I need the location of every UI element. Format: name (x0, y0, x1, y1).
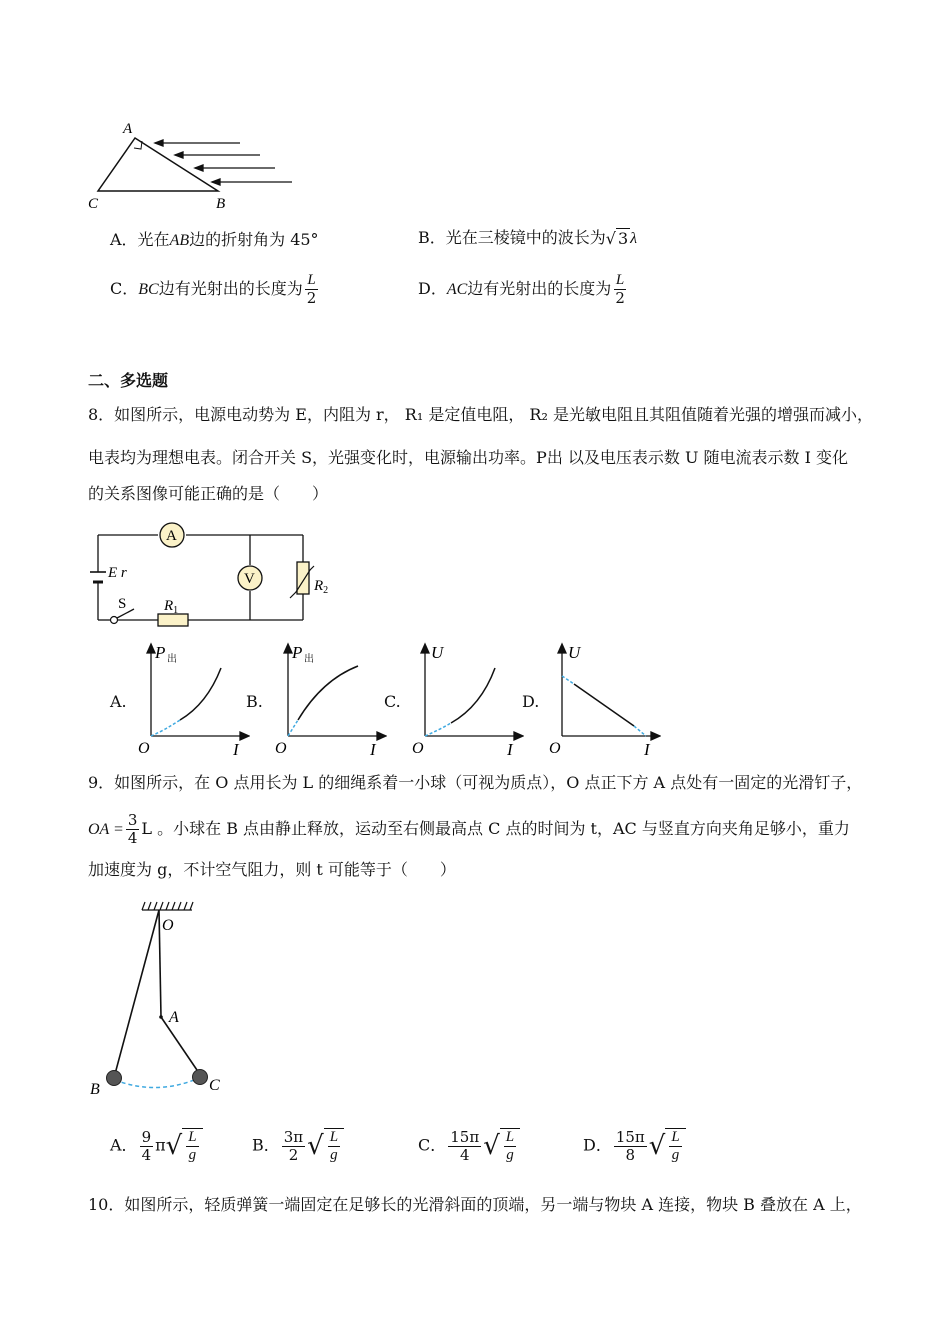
switch-label: S (118, 596, 127, 612)
q8-option-c-label[interactable]: C. (384, 692, 401, 711)
fraction: $\frac{L}{2}$ (615, 272, 625, 307)
q9-option-d[interactable]: D． $\frac{15\pi}{8}$ √ $\frac{L}{g}$ (583, 1128, 686, 1164)
svg-text:I: I (644, 740, 650, 758)
sqrt-symbol: √ 3 (605, 228, 629, 248)
ammeter-label: A (166, 528, 177, 544)
svg-text:I: I (370, 740, 376, 758)
svg-text:O: O (549, 740, 561, 757)
q9-option-b[interactable]: B． $\frac{3\pi}{2}$ √ $\frac{L}{g}$ (252, 1128, 344, 1164)
q7-option-a[interactable]: A．光在AB边的折射角为 45° (110, 230, 319, 249)
q9-stem-line1: 9．如图所示，在 O 点用长为 L 的细绳系着一小球（可视为质点），O 点正下方 A 点处有一固定的光滑钉子， (88, 773, 863, 792)
graph-a-ylabel: P (155, 643, 166, 662)
sqrt-symbol: √ $\frac{L}{g}$ (307, 1128, 344, 1164)
light-rays (155, 140, 292, 185)
q8-stem-line1: 8．如图所示，电源电动势为 E，内阻为 r， R₁ 是定值电阻， R₂ 是光敏电阻且其阻值随着光强的增强而减小， (88, 405, 873, 424)
fraction: $\frac{3}{4}$ (127, 811, 138, 847)
battery-icon (90, 572, 106, 582)
q8-option-b-label[interactable]: B. (246, 692, 263, 711)
sqrt-symbol: √ $\frac{L}{g}$ (483, 1128, 520, 1164)
svg-text:O: O (412, 740, 424, 757)
r2-label: $R_2$ (314, 578, 329, 596)
q10-stem-line1: 10．如图所示，轻质弹簧一端固定在足够长的光滑斜面的顶端，另一端与物块 A 连接，物块 B 叠放在 A 上， (88, 1195, 862, 1214)
graph-a (135, 640, 250, 758)
ceiling-hatch (142, 902, 193, 910)
ball-c (193, 1070, 208, 1085)
svg-text:I: I (233, 740, 239, 758)
label-c: C (209, 1077, 220, 1094)
graph-c (409, 640, 524, 758)
graph-b (272, 640, 387, 758)
q8-stem-line2: 电表均为理想电表。闭合开关 S，光强变化时，电源输出功率。P出 以及电压表示数 U 随电流表示数 I 变化 (88, 448, 849, 467)
circuit-diagram (88, 520, 348, 630)
emf-label: E r (108, 565, 127, 581)
label-o: O (162, 917, 174, 934)
svg-text:出: 出 (304, 654, 314, 665)
q9-option-c[interactable]: C． $\frac{15\pi}{4}$ √ $\frac{L}{g}$ (418, 1128, 520, 1164)
graph-c-ylabel: U (431, 643, 444, 662)
label-c: C (88, 196, 99, 212)
label-a: A (123, 121, 133, 137)
q8-option-a-label[interactable]: A. (110, 692, 127, 711)
sqrt-symbol: √ $\frac{L}{g}$ (166, 1128, 203, 1164)
q7-option-c[interactable]: C．BC边有光射出的长度为 $\frac{L}{2}$ (110, 272, 317, 307)
graph-b-ylabel: P (292, 643, 303, 662)
q9-stem-line3: 加速度为 g，不计空气阻力，则 t 可能等于（ ） (88, 860, 456, 879)
q7-option-d[interactable]: D．AC边有光射出的长度为 $\frac{L}{2}$ (418, 272, 625, 307)
sqrt-symbol: √ $\frac{L}{g}$ (649, 1128, 686, 1164)
q7-option-b[interactable]: B．光在三棱镜中的波长为√ 3 λ (418, 228, 638, 248)
photoresistor-icon (297, 562, 309, 594)
svg-text:O: O (275, 740, 287, 757)
section-title: 二、多选题 (88, 371, 169, 390)
label-b: B (90, 1081, 100, 1098)
prism-figure (80, 118, 310, 213)
svg-text:出: 出 (167, 654, 177, 665)
q9-stem-line2: OA = $\frac{3}{4}$ L 。小球在 B 点由静止释放，运动至右侧最高点 C 点的时间为 t，AC 与竖直方向夹角足够小，重力 (88, 811, 850, 847)
label-b: B (216, 196, 226, 212)
ball-b (107, 1071, 122, 1086)
graph-d-ylabel: U (568, 643, 581, 662)
label-a: A (169, 1009, 179, 1026)
graph-d (546, 640, 661, 758)
prism-triangle (98, 138, 218, 191)
q8-stem-line3: 的关系图像可能正确的是（ ） (88, 484, 329, 503)
voltmeter-label: V (244, 571, 255, 587)
r1-label: $R_1$ (164, 598, 179, 616)
pendulum-figure (85, 898, 245, 1103)
svg-text:I: I (507, 740, 513, 758)
q8-option-d-label[interactable]: D. (522, 692, 540, 711)
q9-option-a[interactable]: A． $\frac{9}{4}$ π √ $\frac{L}{g}$ (110, 1128, 203, 1164)
fraction: $\frac{L}{2}$ (306, 272, 317, 307)
svg-text:O: O (138, 740, 150, 757)
